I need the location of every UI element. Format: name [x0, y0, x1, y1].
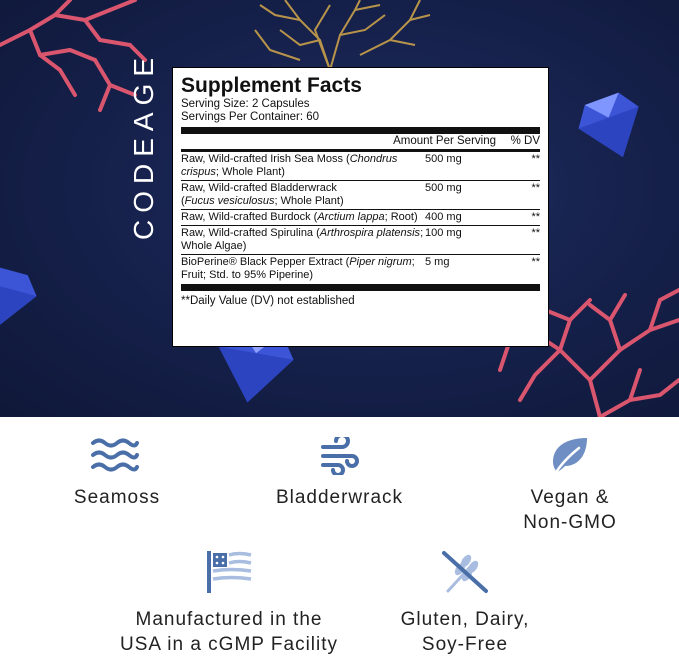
- ingredient-amount: 400 mg: [425, 211, 462, 223]
- other-ingredients-label: Other Ingredients:: [178, 331, 278, 343]
- divider-thick: [181, 127, 540, 134]
- leaf-icon: [549, 436, 591, 476]
- ingredient-name: BioPerine® Black Pepper Extract (Piper nigrum; Fruit; Std. to 95% Piperine): [181, 256, 415, 281]
- facts-row: [181, 181, 540, 210]
- supplement-facts-title: Supplement Facts: [181, 74, 362, 97]
- supplement-facts-panel: [172, 67, 549, 347]
- dv-footnote: **Daily Value (DV) not established: [181, 295, 355, 307]
- feature-label-bladderwrack: Bladderwrack: [275, 487, 404, 508]
- feature-label-vegan: Vegan & Non-GMO: [523, 487, 617, 533]
- ingredient-name: Raw, Wild-crafted Bladderwrack (Fucus vesiculosus; Whole Plant): [181, 182, 344, 207]
- facts-header-row: [181, 134, 540, 149]
- ingredient-name: Raw, Wild-crafted Irish Sea Moss (Chondrus crispus; Whole Plant): [181, 153, 398, 178]
- feature-label-gluten-free: Gluten, Dairy, Soy-Free: [400, 609, 530, 655]
- waves-icon: [90, 437, 140, 473]
- ingredient-name: Raw, Wild-crafted Spirulina (Arthrospira platensis; Whole Algae): [181, 227, 424, 252]
- ingredient-dv: **: [531, 211, 540, 223]
- other-ingredients: [178, 331, 548, 343]
- ingredient-amount: 500 mg: [425, 182, 462, 194]
- gem-right: [572, 88, 653, 168]
- divider-thick: [181, 284, 540, 291]
- facts-row: [181, 152, 540, 181]
- facts-row: [181, 226, 540, 255]
- servings-per-container: Servings Per Container: 60: [181, 111, 320, 123]
- ingredient-amount: 500 mg: [425, 153, 462, 165]
- ingredient-amount: 5 mg: [425, 256, 450, 268]
- feature-label-usa: Manufactured in the USA in a cGMP Facility: [119, 609, 339, 655]
- dv-header: % DV: [510, 135, 540, 147]
- ingredient-dv: **: [531, 182, 540, 194]
- facts-row: [181, 210, 540, 226]
- no-wheat-icon: [440, 549, 490, 595]
- serving-size: Serving Size: 2 Capsules: [181, 98, 310, 110]
- seaweed-illustration: [255, 0, 430, 70]
- usa-flag-icon: [205, 549, 253, 595]
- coral-top-left: [0, 0, 145, 110]
- ingredient-amount: 100 mg: [425, 227, 462, 239]
- amount-per-serving-header: Amount Per Serving: [393, 135, 496, 147]
- ingredient-name: Raw, Wild-crafted Burdock (Arctium lappa; Root): [181, 211, 418, 223]
- ingredient-dv: **: [531, 227, 540, 239]
- ingredient-dv: **: [531, 256, 540, 268]
- ingredient-dv: **: [531, 153, 540, 165]
- wind-icon: [320, 437, 360, 475]
- other-ingredients-value: Methylcellulose, Organic Peppermint Oil: [280, 331, 486, 343]
- product-banner: CODEAGE Supplement Facts Serving Size: 2 Capsules Servings Per Container: 60 Amount Per Serving % DV Raw, Wild-crafted Irish Sea Moss (Chondrus crispus; Whole Plant) 500 mg ** Raw, Wild-crafted Bladderwrack (Fucus vesiculosus; Whole Plant) 500 mg ** Raw, Wild-crafted Burdock (Arctium lappa; Root) 400 mg ** Raw, Wild-crafted Spirulina (Arthrospira platensis; Whole Algae) 100 mg ** BioPerine® Black Pepper Extract (Piper nigrum; Fruit; Std. to 95% Piperine) 5 mg ** **Daily Value (DV) not established Other Ingredients: Methylcellulose, Organic Peppermint Oil: [0, 0, 679, 417]
- feature-label-seamoss: Seamoss: [73, 487, 161, 508]
- facts-row: [181, 255, 540, 283]
- gem-left: [0, 263, 41, 335]
